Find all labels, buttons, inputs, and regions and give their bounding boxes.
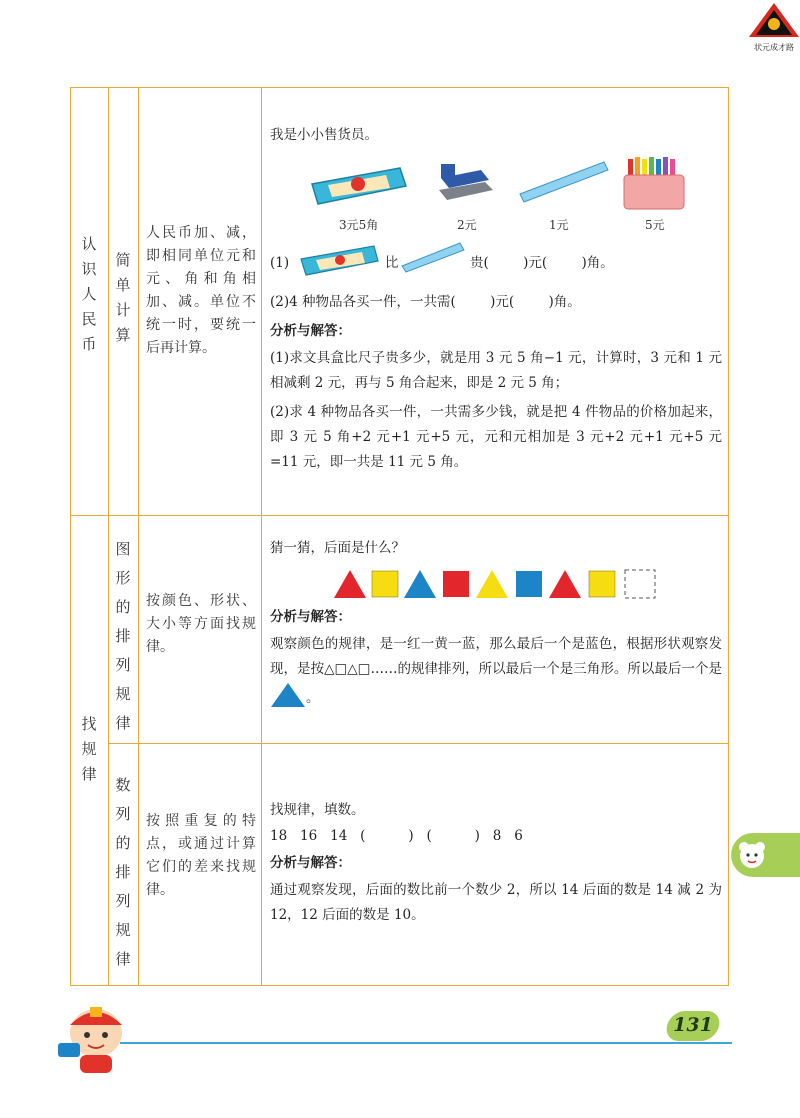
crayon-box-icon	[620, 155, 690, 211]
shape-sequence	[334, 567, 660, 601]
yellow-square-icon	[589, 571, 615, 597]
row1-answer-1: (1)求文具盒比尺子贵多少，就是用 3 元 5 角−1 元，计算时，3 元和 1 元相减剩 2 元，再与 5 角合起来，即是 2 元 5 角；	[270, 350, 722, 391]
row2-analysis-title: 分析与解答：	[270, 609, 351, 625]
footer-line	[120, 1042, 732, 1044]
question-1-compare: 比	[385, 255, 399, 271]
red-square-icon	[443, 571, 469, 597]
row1-description: 人民币加、减，即相同单位元和元、角和角相加、减。单位不统一时，要统一后再计算。	[146, 225, 256, 356]
blue-triangle-answer-icon	[270, 682, 306, 708]
price-pencil-case: 3元5角	[339, 218, 379, 232]
row2-answer-end: 。	[306, 690, 320, 706]
price-crayons: 5元	[645, 218, 665, 232]
row1-intro: 我是小小售货员。	[270, 127, 378, 143]
row3-description: 按照重复的特点，或通过计算它们的差来找规律。	[146, 813, 256, 898]
red-triangle-icon	[549, 570, 581, 598]
ruler-icon	[518, 158, 610, 208]
number-sequence: 18 16 14 ( ) ( ) 8 6	[270, 828, 523, 844]
row3-answer: 通过观察发现，后面的数比前一个数少 2，所以 14 后面的数是 14 减 2 为 12，12 后面的数是 10。	[270, 882, 722, 923]
lamb-face-icon	[736, 839, 768, 871]
row2-answer-text: 观察颜色的规律，是一红一黄一蓝，那么最后一个是蓝色，根据形状观察发现，是按△□△□……的规律排列，所以最后一个是三角形。所以最后一个是	[270, 636, 722, 677]
row1-analysis-title: 分析与解答：	[270, 323, 351, 339]
row2-description: 按颜色、形状、大小等方面找规律。	[146, 593, 256, 655]
mascot-icon	[56, 1005, 136, 1075]
row3-intro: 找规律，填数。	[270, 802, 365, 818]
blank-square-icon	[625, 570, 655, 598]
red-triangle-icon	[334, 570, 366, 598]
blue-triangle-icon	[404, 570, 436, 598]
price-ruler: 1元	[549, 218, 569, 232]
pencil-case-icon	[308, 164, 408, 208]
price-stapler: 2元	[457, 218, 477, 232]
page-number: 131	[673, 1014, 713, 1036]
blue-square-icon	[516, 571, 542, 597]
row3-analysis-title: 分析与解答：	[270, 855, 351, 871]
question-1-prefix: (1)	[270, 255, 290, 271]
group-label-rmb: 认识人民币	[81, 235, 97, 353]
logo-emblem-icon	[748, 2, 800, 38]
side-tab	[731, 833, 800, 877]
row1-answer-2: (2)求 4 种物品各买一件，一共需多少钱，就是把 4 件物品的价格加起来，即 3 元 5 角+2 元+1 元+5 元，元和元相加是 3 元+2 元+1 元+5 元=11 元，即一共是 11 元 5 角。	[270, 404, 722, 470]
sub-label-simple-calc: 简单计算	[115, 251, 131, 344]
ruler-small-icon	[400, 240, 466, 276]
pencil-case-small-icon	[298, 243, 380, 279]
row2-answer	[270, 632, 722, 711]
group-label-find-pattern: 找规律	[81, 715, 97, 783]
sub-label-shape-pattern: 图形的排列规律	[115, 540, 131, 732]
sub-label-number-pattern: 数列的排列规律	[115, 776, 131, 968]
yellow-triangle-icon	[476, 570, 508, 598]
question-2: (2)4 种物品各买一件，一共需( )元( )角。	[270, 294, 581, 310]
yellow-square-icon	[372, 571, 398, 597]
publisher-logo	[748, 2, 800, 52]
stapler-icon	[435, 160, 497, 206]
question-1-suffix: 贵( )元( )角。	[470, 255, 614, 271]
row2-intro: 猜一猜，后面是什么？	[270, 540, 405, 556]
logo-text: 状元成才路	[754, 43, 794, 52]
